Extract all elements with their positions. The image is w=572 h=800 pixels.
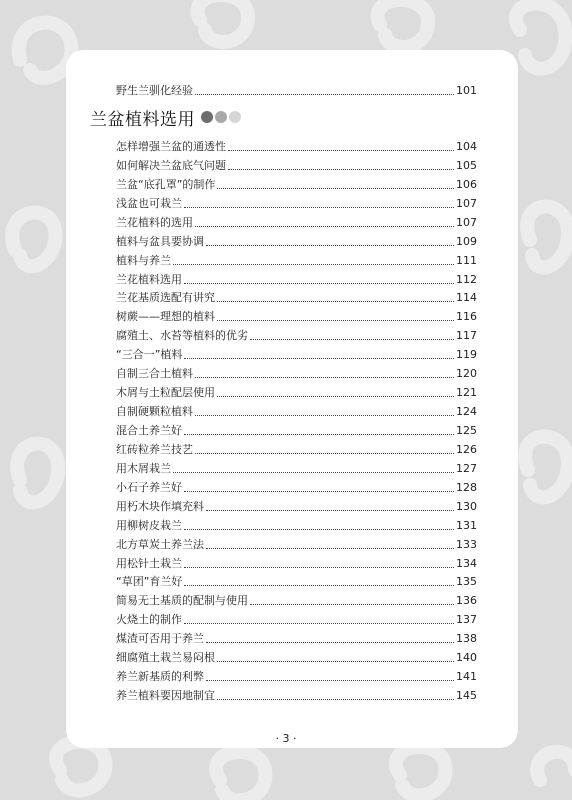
toc-entry-page: 135 (456, 575, 477, 589)
toc-entry-title: 红砖粒养兰技艺 (116, 442, 193, 456)
toc-entry[interactable] (116, 382, 477, 400)
toc-entry-title: 兰花植料的选用 (116, 215, 193, 229)
toc-entry[interactable] (116, 496, 477, 514)
toc-entry-page: 136 (456, 594, 477, 608)
toc-entry-page: 114 (456, 291, 477, 305)
toc-entry-page: 138 (456, 632, 477, 646)
toc-entry-title: 用木屑栽兰 (116, 461, 171, 475)
toc-entry-title: 用松针土栽兰 (116, 556, 182, 570)
toc-entry-page: 134 (456, 556, 477, 570)
dot-leader (184, 433, 454, 435)
dot-leader (195, 452, 454, 454)
section-heading (90, 105, 241, 129)
toc-entry-title: 煤渣可否用于养兰 (116, 632, 204, 646)
toc-entry-page: 120 (456, 367, 477, 381)
toc-entry[interactable] (116, 439, 477, 457)
toc-entry-page: 109 (456, 234, 477, 248)
toc-entry-page: 112 (456, 272, 477, 286)
toc-entry-title: 兰花基质选配有讲究 (116, 291, 215, 305)
toc-entry-title: 树蕨——理想的植料 (116, 310, 215, 324)
toc-entry-title: “草团”育兰好 (116, 575, 183, 589)
toc-entry[interactable] (116, 515, 477, 533)
toc-entry-page: 125 (456, 423, 477, 437)
toc-entry-title: 用朽木块作填充料 (116, 499, 204, 513)
dot-leader (250, 338, 454, 340)
toc-entry-page: 133 (456, 537, 477, 551)
toc-entry-page: 137 (456, 613, 477, 627)
dot-leader (206, 641, 454, 643)
toc-entry-page: 124 (456, 405, 477, 418)
toc-entry-title: 如何解决兰盆底气问题 (116, 158, 226, 172)
toc-entry-title: 小石子养兰好 (116, 480, 182, 494)
toc-entry[interactable] (116, 231, 477, 249)
toc-entry[interactable] (116, 420, 477, 438)
toc-entry-title: 细腐殖土栽兰易闷根 (116, 651, 215, 665)
dot-leader (184, 357, 454, 359)
toc-entry[interactable] (116, 136, 477, 154)
toc-entry-title: 火烧土的制作 (116, 613, 182, 627)
toc-entry-title: 养兰植料要因地制宜 (116, 689, 215, 702)
toc-entry-title: 用柳树皮栽兰 (116, 518, 182, 532)
toc-entry[interactable] (116, 647, 477, 665)
toc-entry[interactable] (116, 590, 477, 608)
toc-entry-page: 140 (456, 651, 477, 665)
dot-leader (206, 679, 454, 681)
dot-leader (184, 206, 454, 208)
toc-entry-page: 117 (456, 329, 477, 343)
toc-entry-title: 木屑与土粒配层使用 (116, 386, 215, 400)
dot-leader (184, 282, 454, 284)
toc-entry[interactable] (116, 685, 477, 703)
toc-entry-page: 119 (456, 348, 477, 362)
dot-leader (195, 225, 454, 227)
toc-entry-page: 105 (456, 158, 477, 172)
toc-entry[interactable] (116, 363, 477, 381)
dot-leader (173, 471, 454, 473)
toc-entry-title: 自制硬颗粒植料 (116, 405, 193, 418)
dot-leader (206, 509, 454, 511)
toc-entry-title: 兰盆“底孔罩”的制作 (116, 177, 216, 191)
toc-entry[interactable] (116, 553, 477, 571)
dot-leader (217, 395, 454, 397)
toc-entry[interactable] (116, 628, 477, 646)
toc-entry[interactable] (116, 193, 477, 211)
toc-entry-title: 简易无土基质的配制与使用 (116, 594, 248, 608)
toc-entry[interactable] (116, 534, 477, 552)
toc-entry[interactable] (116, 344, 477, 362)
toc-entry-title: 自制三合土植料 (116, 367, 193, 381)
toc-entry-title: 北方草炭土养兰法 (116, 537, 204, 551)
dot-leader (195, 414, 454, 416)
toc-entry-page: 101 (456, 84, 477, 97)
toc-entry-page: 128 (456, 480, 477, 494)
gray-circle-icon (215, 111, 227, 123)
dark-circle-icon (201, 111, 213, 123)
dot-leader (184, 528, 454, 530)
section-title: 兰盆植料选用 (90, 109, 195, 130)
toc-entry[interactable] (116, 571, 477, 589)
toc-entry-page: 126 (456, 442, 477, 456)
dot-leader (206, 244, 454, 246)
toc-entry-title: 腐殖土、水苔等植料的优劣 (116, 329, 248, 343)
toc-entry-title: 野生兰驯化经验 (116, 84, 193, 97)
dot-leader (184, 566, 454, 568)
dot-leader (184, 490, 454, 492)
toc-entry[interactable] (116, 287, 477, 305)
toc-entry[interactable] (116, 325, 477, 343)
toc-entry-page: 116 (456, 310, 477, 324)
dot-leader (217, 300, 454, 302)
dot-leader (250, 603, 454, 605)
toc-entry-title: 浅盆也可栽兰 (116, 196, 182, 210)
toc-entry-page: 104 (456, 140, 477, 153)
dot-leader (217, 187, 454, 189)
dot-leader (184, 584, 454, 586)
toc-entry[interactable] (116, 609, 477, 627)
dot-leader (173, 263, 454, 265)
page-number: · 3 · (275, 732, 297, 745)
toc-entry-page: 121 (456, 386, 477, 400)
toc-entry[interactable] (116, 306, 477, 324)
toc-entry-page: 106 (456, 177, 477, 191)
light-circle-icon (229, 111, 241, 123)
toc-entry-title: 植料与盆具要协调 (116, 234, 204, 248)
toc-entry-title: 养兰新基质的利弊 (116, 670, 204, 683)
dot-leader (228, 168, 454, 170)
toc-entry-page: 131 (456, 518, 477, 532)
toc-entry-page: 130 (456, 499, 477, 513)
toc-entry[interactable] (116, 250, 477, 268)
toc-entry-page: 107 (456, 196, 477, 210)
toc-entry[interactable] (116, 666, 477, 684)
toc-entry[interactable] (116, 174, 477, 192)
toc-entry-page: 127 (456, 461, 477, 475)
toc-entry[interactable] (116, 155, 477, 173)
toc-entry[interactable] (116, 401, 477, 419)
toc-entry[interactable] (116, 458, 477, 476)
dot-leader (206, 547, 454, 549)
dot-leader (217, 698, 454, 700)
toc-entry[interactable] (116, 212, 477, 230)
toc-entry-title: 混合土养兰好 (116, 423, 182, 437)
toc-entry-page: 145 (456, 689, 477, 702)
dot-leader (184, 622, 454, 624)
toc-entry-page: 107 (456, 215, 477, 229)
toc-entry-page: 141 (456, 670, 477, 683)
toc-entry-title: 怎样增强兰盆的通透性 (116, 140, 226, 153)
toc-entry-title: 兰花植料选用 (116, 272, 182, 286)
dot-leader (195, 93, 454, 95)
dot-leader (195, 376, 454, 378)
toc-entry[interactable] (116, 80, 477, 98)
toc-entry[interactable] (116, 477, 477, 495)
toc-entry-title: 植料与养兰 (116, 253, 171, 267)
toc-entry[interactable] (116, 269, 477, 287)
toc-entry-title: “三合一”植料 (116, 348, 183, 362)
toc-entry-page: 111 (456, 253, 477, 267)
dot-leader (228, 149, 454, 151)
dot-leader (217, 319, 454, 321)
dot-leader (217, 660, 454, 662)
